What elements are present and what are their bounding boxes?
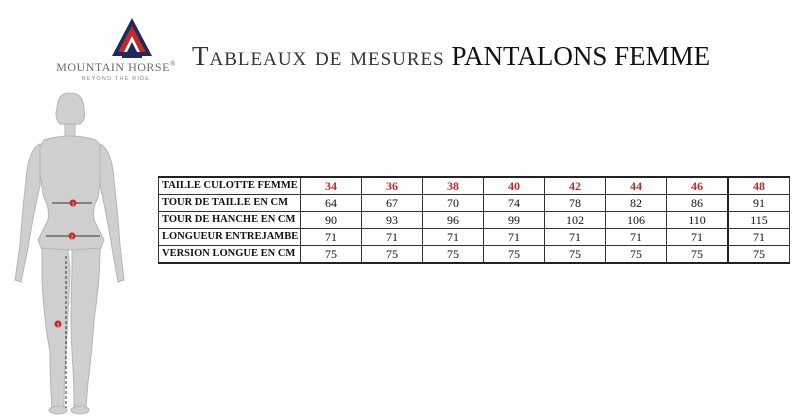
table-cell: 75 [484, 246, 545, 264]
table-cell: 71 [484, 229, 545, 246]
brand-tagline: BEYOND THE RIDE [81, 76, 151, 82]
row-label: TOUR DE TAILLE EN CM [159, 195, 301, 212]
table-cell: 82 [606, 195, 667, 212]
table-cell: 110 [667, 212, 729, 229]
brand-name [36, 60, 196, 75]
table-cell: 75 [362, 246, 423, 264]
table-cell: 71 [606, 229, 667, 246]
table-row [159, 229, 790, 246]
row-label: TOUR DE HANCHE EN CM [159, 212, 301, 229]
table-cell: 67 [362, 195, 423, 212]
row-label: LONGUEUR ENTREJAMBE [159, 229, 301, 246]
marker-hip-label: 2 [70, 235, 74, 241]
table-cell: 75 [667, 246, 729, 264]
table-cell: 91 [728, 195, 790, 212]
size-cell: 48 [728, 177, 790, 195]
table-cell: 99 [484, 212, 545, 229]
body-silhouette-illustration [0, 90, 150, 420]
mountain-logo-icon [110, 16, 154, 58]
table-row [159, 212, 790, 229]
title-part-product: PANTALONS FEMME [451, 41, 711, 71]
table-cell: 74 [484, 195, 545, 212]
table-cell: 102 [545, 212, 606, 229]
silhouette-shape [15, 93, 124, 414]
page-title [192, 40, 710, 72]
registered-mark: ® [169, 60, 176, 68]
size-cell: 44 [606, 177, 667, 195]
marker-waist-label: 1 [71, 202, 75, 208]
table-cell: 71 [728, 229, 790, 246]
table-cell: 90 [301, 212, 362, 229]
header-label: TAILLE CULOTTE FEMME [159, 177, 301, 195]
table-cell: 106 [606, 212, 667, 229]
table-row [159, 246, 790, 264]
table-cell: 96 [423, 212, 484, 229]
table-cell: 71 [423, 229, 484, 246]
table-cell: 75 [301, 246, 362, 264]
size-cell: 46 [667, 177, 729, 195]
row-label: VERSION LONGUE EN CM [159, 246, 301, 264]
title-part-measures: Tableaux de mesures [192, 41, 445, 71]
table-cell: 64 [301, 195, 362, 212]
brand-logo [30, 14, 190, 84]
table-cell: 71 [667, 229, 729, 246]
table-cell: 71 [362, 229, 423, 246]
table-cell: 75 [606, 246, 667, 264]
table-cell: 70 [423, 195, 484, 212]
size-cell: 38 [423, 177, 484, 195]
table-cell: 75 [728, 246, 790, 264]
size-cell: 40 [484, 177, 545, 195]
size-chart-table [158, 176, 790, 264]
table-cell: 75 [545, 246, 606, 264]
size-cell: 42 [545, 177, 606, 195]
table-cell: 78 [545, 195, 606, 212]
marker-inseam-label: 3 [56, 323, 60, 329]
table-cell: 86 [667, 195, 729, 212]
size-cell: 36 [362, 177, 423, 195]
table-cell: 71 [545, 229, 606, 246]
table-cell: 115 [728, 212, 790, 229]
table-cell: 71 [301, 229, 362, 246]
table-cell: 75 [423, 246, 484, 264]
table-header-row [159, 177, 790, 195]
table-row [159, 195, 790, 212]
size-cell: 34 [301, 177, 362, 195]
brand-name-text: MOUNTAIN HORSE [56, 60, 170, 74]
table-cell: 93 [362, 212, 423, 229]
